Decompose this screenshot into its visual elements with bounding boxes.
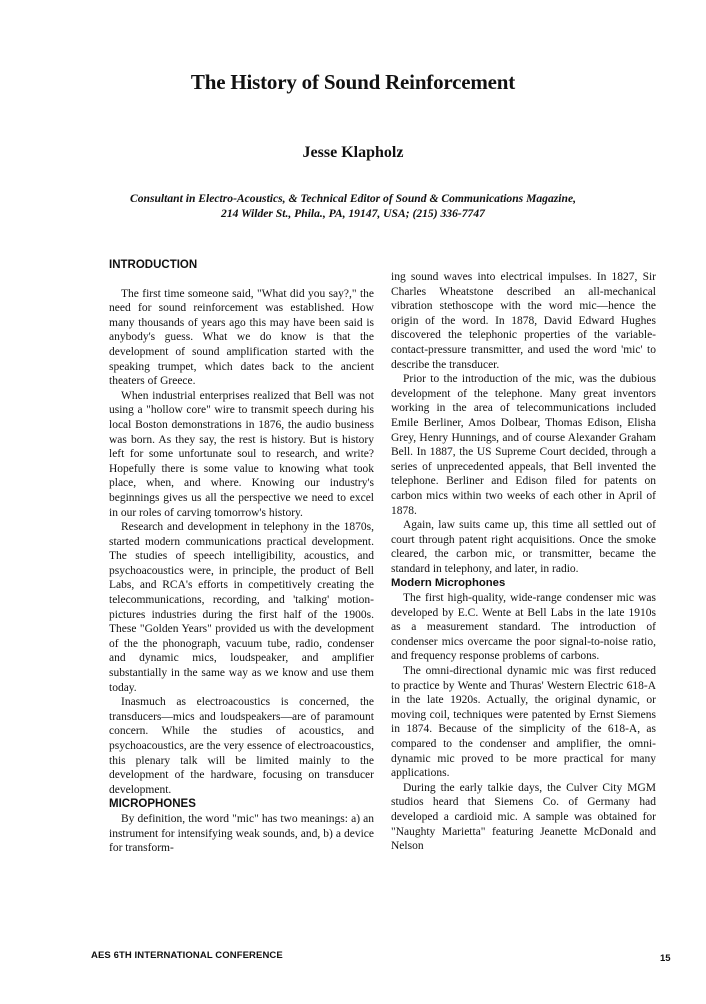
page-number: 15 [660,953,671,964]
paragraph: The first high-quality, wide-range condenser mic was developed by E.C. Wente at Bell Labs in the late 1910s as a measurement standard. The introduction of condenser mics overcame the poor signal-to-noise ratio, and frequency response problems of carbons. [391,592,656,663]
affiliation-line-1: Consultant in Electro-Acoustics, & Technical Editor of Sound & Communications Magazine, [129,192,577,205]
paragraph: The omni-directional dynamic mic was first reduced to practice by Wente and Thuras' Western Electric 618-A in the late 1920s. Actually, the original dynamic, or moving coil, techniques were patented by Ernst Siemens in 1874. Because of the simplicity of the 618-A, as compared to the condenser and amplifier, the omni-dynamic mic proved to be more practical for many applications. [391,665,656,780]
section-heading-introduction: INTRODUCTION [109,259,198,271]
author-name: Jesse Klapholz [302,144,404,161]
paragraph: When industrial enterprises realized that Bell was not using a "hollow core" wire to transmit speech during his local Boston demonstrations in 1876, the audio business was born. As they say, the rest is history. But is history left for some unfortunate soul to research, and write? Hopefully there is some value to knowing what took place, when, and where. Knowing our industry's beginnings gives us all the perspective we need to excel in our roles of carving tomorrow's history. [109,389,374,519]
paragraph: The first time someone said, "What did you say?," the need for sound reinforcement was established. How many thousands of years ago this may have been said is anybody's guess. What we do know is that the development of sound amplification started with the speaking trumpet, which dates back to the ancient theaters of Greece. [109,287,374,388]
paper-title: The History of Sound Reinforcement [190,70,516,94]
paragraph: Inasmuch as electroacoustics is concerned, the transducers—mics and loudspeakers—are of paramount concern. While the studies of acoustics, and psychoacoustics, are the very essence of electroacoustics, this plenary talk will be limited mainly to the development of the hardware, focusing on transducer development. [109,696,374,796]
right-column [391,270,656,854]
paragraph: ing sound waves into electrical impulses. In 1827, Sir Charles Wheatstone described an all-mechanical vibration stethoscope with the word mic—hence the origin of the word. In 1878, David Edward Hughes discovered the telephonic properties of the variable-contact-pressure transmitter, and used the word 'mic' to describe the transducer. [391,271,656,371]
author-affiliation [80,191,626,221]
paragraph: Again, law suits came up, this time all settled out of court through patent right acquisitions. Once the smoke cleared, the carbon mic, or transmitter, became the standard in telephony, and later, in radio. [391,519,656,575]
subheading-modern-microphones: Modern Microphones [391,577,506,590]
affiliation-line-2: 214 Wilder St., Phila., PA, 19147, USA; (215) 336-7747 [221,207,485,220]
paragraph: By definition, the word "mic" has two meanings: a) an instrument for intensifying weak sounds, and, b) a device for transform- [109,812,374,855]
section-heading-microphones: MICROPHONES [109,798,196,811]
paragraph: Research and development in telephony in the 1870s, started modern communications practical development. The studies of speech intelligibility, acoustics, and psychoacoustics were, in principle, the product of Bell Labs, and RCA's efforts in competitively creating the telecommunications, recording, and 'talking' motion-pictures industries during the first half of the 1900s. These "Golden Years" provided us with the development of the the phonograph, vacuum tube, radio, condenser and dynamic mics, loudspeaker, and amplifier substantially in the same way as we know and use them today. [109,521,374,694]
footer-conference: AES 6TH INTERNATIONAL CONFERENCE [91,950,283,961]
paragraph: During the early talkie days, the Culver City MGM studios heard that Siemens Co. of Germany had developed a cardioid mic. A sample was obtained for "Naughty Marietta" featuring Jeanette McDonald and Nelson [391,781,656,853]
left-column [109,258,374,856]
paragraph: Prior to the introduction of the mic, was the dubious development of the telephone. Many great inventors working in the area of telecommunications included Emile Berliner, Amos Dolbear, Thomas Edison, Elisha Grey, Henry Hunnings, and of course Alexander Graham Bell. In 1887, the US Supreme Court decided, through a series of unprecedented appeals, that Bell invented the telephone. Berliner and Edison filed for patents on carbon mics within two weeks of each other in April of 1878. [391,373,656,517]
